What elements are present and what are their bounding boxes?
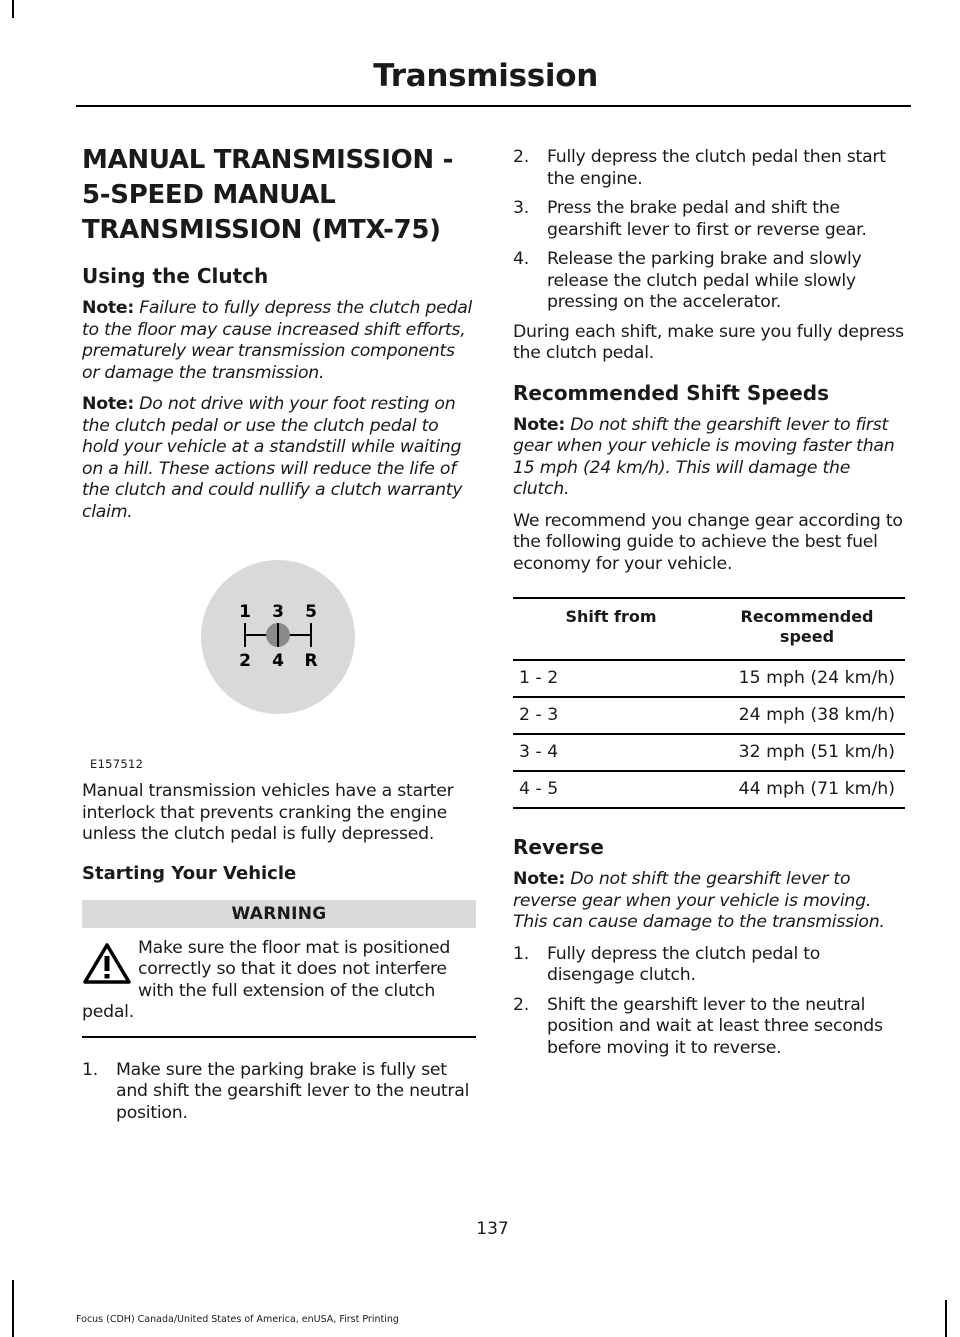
note-clutch-resting — [82, 394, 476, 523]
speed-cell: 15 mph (24 km/h) — [709, 660, 905, 697]
shift-from-cell: 3 - 4 — [513, 734, 709, 771]
shift-from-cell: 1 - 2 — [513, 660, 709, 697]
step-number: 2. — [513, 994, 529, 1015]
note-text: Do not shift the gearshift lever to first gear when your vehicle is moving faster than 15 mph (24 km/h). This will damage the clutch. — [513, 414, 895, 499]
table-row — [513, 771, 905, 808]
column-header-shift-from: Shift from — [513, 598, 709, 660]
header-rule — [76, 105, 911, 107]
figure-id: E157512 — [90, 757, 144, 771]
warning-text: Make sure the floor mat is positioned correctly so that it does not interfere with the full extension of the clutch pedal. — [82, 937, 451, 1022]
table-row — [513, 697, 905, 734]
note-shift-first — [513, 415, 907, 501]
note-clutch-depress — [82, 298, 476, 384]
step-text: Shift the gearshift lever to the neutral position and wait at least three seconds before moving it to reverse. — [547, 994, 883, 1058]
list-item — [513, 198, 907, 241]
page-header-title: Transmission — [373, 58, 598, 94]
main-heading: MANUAL TRANSMISSION - 5-SPEED MANUAL TRANSMISSION (MTX-75) — [82, 145, 454, 245]
step-text: Make sure the parking brake is fully set and shift the gearshift lever to the neutral position. — [116, 1059, 470, 1123]
list-item — [513, 249, 907, 314]
note-label: Note: — [82, 394, 134, 414]
list-item — [513, 944, 907, 987]
page-number: 137 — [476, 1219, 509, 1239]
shift-from-cell: 2 - 3 — [513, 697, 709, 734]
interlock-paragraph: Manual transmission vehicles have a starter interlock that prevents cranking the engine unless the clutch pedal is fully depressed. — [82, 781, 454, 844]
warning-header: WARNING — [82, 900, 476, 928]
crop-mark — [12, 0, 14, 18]
warning-triangle-icon — [82, 942, 132, 986]
note-reverse — [513, 869, 907, 934]
right-column — [513, 147, 907, 1067]
list-item — [513, 995, 907, 1060]
step-number: 1. — [82, 1059, 98, 1080]
gear-label: R — [304, 651, 318, 671]
section-heading-using-clutch: Using the Clutch — [82, 264, 269, 288]
edition-footer: Focus (CDH) Canada/United States of America, enUSA, First Printing — [76, 1314, 399, 1325]
note-label: Note: — [513, 414, 565, 435]
list-item — [513, 147, 907, 190]
step-text: Fully depress the clutch pedal then start the engine. — [547, 147, 886, 189]
table-header-row — [513, 598, 905, 660]
step-text: Fully depress the clutch pedal to disengage clutch. — [547, 943, 821, 985]
table-row — [513, 660, 905, 697]
start-steps-list-part2 — [513, 147, 907, 314]
reverse-steps-list — [513, 944, 907, 1060]
gear-shift-pattern-figure — [82, 559, 476, 769]
gear-label: 5 — [305, 602, 317, 622]
section-heading-starting: Starting Your Vehicle — [82, 862, 297, 884]
shift-from-cell: 4 - 5 — [513, 771, 709, 808]
left-column — [82, 143, 476, 1132]
note-label: Note: — [513, 869, 565, 889]
start-steps-list-part1 — [82, 1060, 476, 1125]
list-item — [82, 1060, 476, 1125]
note-text: Do not shift the gearshift lever to reverse gear when your vehicle is moving. This can cause damage to the transmission. — [513, 869, 885, 932]
note-text: Do not drive with your foot resting on the clutch pedal or use the clutch pedal to hold your vehicle at a standstill while waiting on a hill. These actions will reduce the life of the clutch and could nullify a clutch warranty claim. — [82, 394, 463, 522]
step-number: 4. — [513, 249, 529, 269]
gear-label: 1 — [239, 602, 251, 622]
crop-mark — [12, 1280, 14, 1337]
step-text: Press the brake pedal and shift the gearshift lever to first or reverse gear. — [547, 198, 867, 240]
gear-pattern-illustration — [200, 559, 356, 715]
shift-paragraph: During each shift, make sure you fully depress the clutch pedal. — [513, 321, 904, 363]
gear-label: 4 — [272, 651, 284, 671]
step-text: Release the parking brake and slowly release the clutch pedal while slowly pressing on the accelerator. — [547, 249, 862, 312]
warning-box — [82, 938, 476, 1038]
step-number: 2. — [513, 147, 529, 167]
shift-speed-table — [513, 597, 905, 809]
speed-cell: 24 mph (38 km/h) — [709, 697, 905, 734]
note-text: Failure to fully depress the clutch pedal to the floor may cause increased shift efforts, prematurely wear transmission components or damage the transmission. — [82, 298, 473, 383]
crop-mark — [945, 1300, 947, 1337]
recommend-paragraph: We recommend you change gear according to the following guide to achieve the best fuel economy for your vehicle. — [513, 510, 903, 574]
table-row — [513, 734, 905, 771]
speed-cell: 32 mph (51 km/h) — [709, 734, 905, 771]
section-heading-reverse: Reverse — [513, 835, 604, 859]
gear-label: 3 — [272, 602, 284, 622]
gear-label: 2 — [239, 651, 251, 671]
note-label: Note: — [82, 298, 134, 318]
section-heading-recommended: Recommended Shift Speeds — [513, 380, 829, 405]
step-number: 1. — [513, 943, 529, 964]
speed-cell: 44 mph (71 km/h) — [709, 771, 905, 808]
column-header-recommended-speed: Recommended speed — [709, 598, 905, 660]
step-number: 3. — [513, 198, 529, 218]
